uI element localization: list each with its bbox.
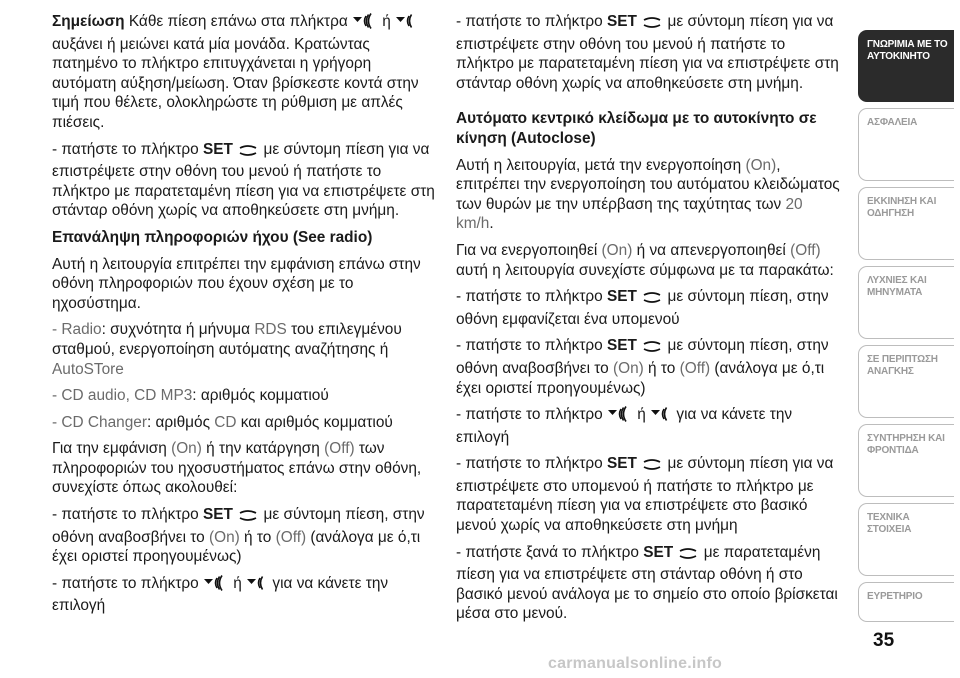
watermark: carmanualsonline.info [548, 655, 723, 672]
set-key-icon [642, 339, 662, 359]
set-key-icon [678, 546, 698, 566]
instruction-set-blink: - πατήστε το πλήκτρο SET με σύντομη πίεση, στην οθόνη αναβοσβήνει το (On) ή το (Off) (ανάλογα με ό,τι έχει οριστεί προηγουμένως) [52, 506, 425, 566]
instruction-select: - πατήστε το πλήκτρο ή για να κάνετε την επιλογή [456, 406, 793, 446]
section-heading-autoclose: Αυτόματο κεντρικό κλείδωμα με το αυτοκίνητο σε κίνηση (Autoclose) [456, 110, 817, 147]
set-key-label: SET [607, 337, 637, 355]
volume-up-icon [204, 575, 228, 597]
set-key-label: SET [607, 13, 637, 30]
volume-down-icon [396, 13, 416, 35]
instruction-select: - πατήστε το πλήκτρο ή για να κάνετε την επιλογή [52, 574, 389, 615]
tab-technical-data[interactable]: ΤΕΧΝΙΚΑ ΣΤΟΙΧΕΙΑ [858, 503, 954, 576]
instruction-set-submenu: - πατήστε το πλήκτρο SET με σύντομη πίεση, στην οθόνη εμφανίζεται ένα υπομενού [456, 288, 829, 328]
volume-down-icon [651, 406, 671, 428]
autoclose-description: Αυτή η λειτουργία, μετά την ενεργοποίηση (On), επιτρέπει την ενεργοποίηση του αυτόματου κλειδώματος των θυρών με την υπέρβαση της ταχύτητας των 20 km/h. [456, 156, 840, 233]
set-key-label: SET [203, 140, 233, 158]
volume-up-icon [608, 406, 632, 428]
tab-getting-to-know-car[interactable]: ΓΝΩΡΙΜΙΑ ΜΕ ΤΟ ΑΥΤΟΚΙΝΗΤΟ [858, 30, 954, 102]
cd-audio-info-item: - CD audio, CD MP3: αριθμός κομματιού [52, 387, 329, 405]
see-radio-description: Αυτή η λειτουργία επιτρέπει την εμφάνιση επάνω στην οθόνη πληροφοριών που έχουν σχέση με το ηχοσύστημα. [52, 255, 421, 312]
section-heading-see-radio: Επανάληψη πληροφοριών ήχου (See radio) [52, 228, 373, 246]
tab-index[interactable]: ΕΥΡΕΤΗΡΙΟ [858, 582, 954, 622]
tab-warning-lights[interactable]: ΛΥΧΝΙΕΣ ΚΑΙ ΜΗΝΥΜΑΤΑ [858, 266, 954, 339]
tab-maintenance[interactable]: ΣΥΝΤΗΡΗΣΗ ΚΑΙ ΦΡΟΝΤΙΔΑ [858, 424, 954, 497]
page-number: 35 [873, 630, 895, 651]
note-title: Σημείωση [52, 13, 125, 30]
set-key-icon [238, 143, 258, 163]
set-key-label: SET [203, 506, 233, 524]
autoclose-toggle-intro: Για να ενεργοποιηθεί (On) ή να απενεργοποιηθεί (Off) αυτή η λειτουργία συνεχίστε σύμφωνα με τα παρακάτω: [456, 241, 834, 279]
left-column [52, 12, 436, 623]
right-column [456, 12, 840, 631]
set-key-label: SET [607, 455, 637, 473]
set-key-icon [238, 508, 258, 528]
see-radio-toggle-intro: Για την εμφάνιση (On) ή την κατάργηση (Off) των πληροφοριών του ηχοσυστήματος επάνω στην οθόνη, συνεχίστε όπως ακολουθεί: [52, 440, 422, 497]
volume-up-icon [353, 13, 377, 35]
instruction-set-blink: - πατήστε το πλήκτρο SET με σύντομη πίεση, στην οθόνη αναβοσβήνει το (On) ή το (Off) (ανάλογα με ό,τι έχει οριστεί προηγουμένως) [456, 337, 829, 397]
instruction-set-exit: - πατήστε το πλήκτρο SET με σύντομη πίεση για να επιστρέψετε στην οθόνη του μενού ή πατήστε το πλήκτρο με παρατεταμένη πίεση για να επιστρέψετε στη στάνταρ οθόνη χωρίς να αποθηκεύσετε στη μνήμη. [456, 13, 839, 92]
tab-starting-driving[interactable]: ΕΚΚΙΝΗΣΗ ΚΑΙ ΟΔΗΓΗΣΗ [858, 187, 954, 260]
instruction-set-exit: - πατήστε το πλήκτρο SET με σύντομη πίεση για να επιστρέψετε στην οθόνη του μενού ή πατήστε το πλήκτρο με παρατεταμένη πίεση για να επιστρέψετε στη στάνταρ οθόνη χωρίς να αποθηκεύσετε στη μνήμη. [52, 140, 435, 220]
chapter-tabs [858, 0, 960, 678]
tab-safety[interactable]: ΑΣΦΑΛΕΙΑ [858, 108, 954, 181]
tab-emergency[interactable]: ΣΕ ΠΕΡΙΠΤΩΣΗ ΑΝΑΓΚΗΣ [858, 345, 954, 418]
set-key-icon [642, 15, 662, 35]
set-key-label: SET [643, 543, 674, 561]
set-key-label: SET [607, 288, 637, 306]
instruction-set-long-exit: - πατήστε ξανά το πλήκτρο SET με παρατεταμένη πίεση για να επιστρέψετε στη στάνταρ οθόνη ή στο βασικό μενού ανάλογα με το σημείο στο οποίο βρίσκεται μέσα στο μενού. [456, 543, 838, 623]
volume-down-icon [247, 575, 267, 597]
instruction-set-return-submenu: - πατήστε το πλήκτρο SET με σύντομη πίεση για να επιστρέψετε στο υπομενού ή πατήστε το πλήκτρο με παρατεταμένη πίεση για να επιστρέψετε στο βασικό μενού χωρίς να αποθηκεύσετε στη μνήμη [456, 455, 834, 535]
note-paragraph: Σημείωση Κάθε πίεση επάνω στα πλήκτρα ή αυξάνει ή μειώνει κατά μία μονάδα. Κρατώντας πατημένο το πλήκτρο επιτυγχάνεται η γρήγορη αυτόματη αύξηση/μείωση. Όταν βρίσκεστε κοντά στην τιμή που θέλετε, ολοκληρώστε τη ρύθμιση με απλές πιέσεις. [52, 13, 419, 131]
cd-changer-info-item: - CD Changer: αριθμός CD και αριθμός κομματιού [52, 413, 393, 431]
set-key-icon [642, 290, 662, 310]
radio-info-item: - Radio: συχνότητα ή μήνυμα RDS του επιλεγμένου σταθμού, ενεργοποίηση αυτόματης αναζήτησης ή AutoSTore [52, 321, 402, 378]
set-key-icon [642, 457, 662, 477]
